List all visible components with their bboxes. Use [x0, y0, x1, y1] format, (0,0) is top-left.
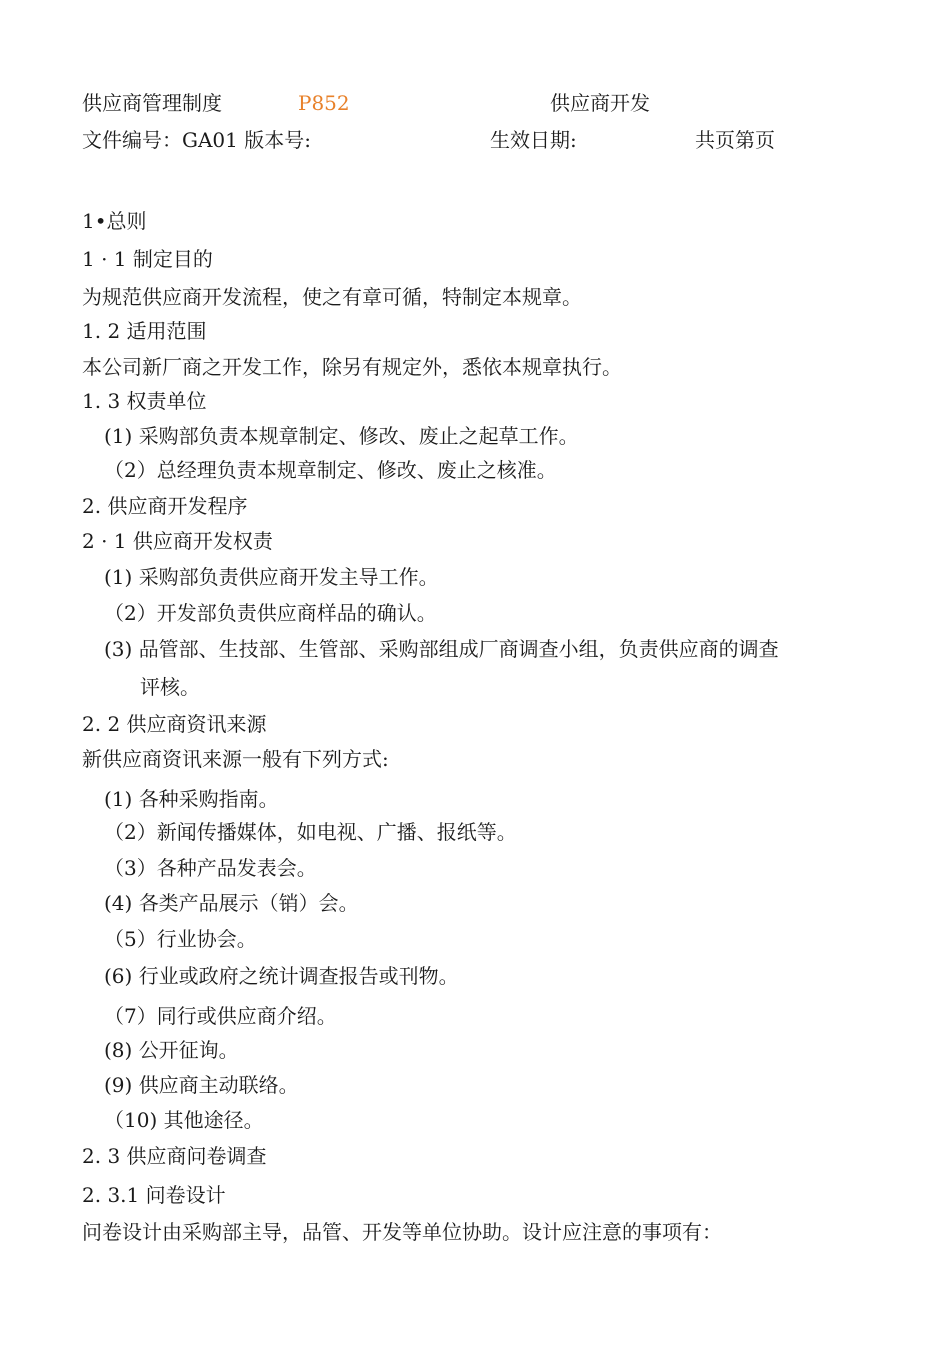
list-item: （2）总经理负责本规章制定、修改、废止之核准。 [104, 458, 557, 482]
list-item: （10) 其他途径。 [104, 1108, 264, 1132]
document-title: 供应商管理制度 [82, 91, 222, 115]
list-item: (6) 行业或政府之统计调查报告或刊物。 [104, 964, 459, 988]
list-item: （5）行业协会。 [104, 927, 257, 951]
paragraph-purpose: 为规范供应商开发流程，使之有章可循，特制定本规章。 [82, 285, 582, 309]
heading-responsibility: 1. 3 权责单位 [82, 389, 207, 413]
list-item: （2）开发部负责供应商样品的确认。 [104, 601, 437, 625]
heading-questionnaire: 2. 3 供应商问卷调查 [82, 1144, 267, 1168]
paragraph-questionnaire-design: 问卷设计由采购部主导，品管、开发等单位协助。设计应注意的事项有： [82, 1220, 722, 1244]
list-item: (8) 公开征询。 [104, 1038, 239, 1062]
list-item: (4) 各类产品展示（销）会。 [104, 891, 359, 915]
list-item: (3) 品管部、生技部、生管部、采购部组成厂商调查小组，负责供应商的调查 [104, 637, 779, 661]
paragraph-information-sources: 新供应商资讯来源一般有下列方式: [82, 747, 389, 771]
heading-scope: 1. 2 适用范围 [82, 319, 207, 343]
list-item: （2）新闻传播媒体，如电视、广播、报纸等。 [104, 820, 517, 844]
heading-development-procedure: 2. 供应商开发程序 [82, 494, 248, 518]
heading-purpose: 1 · 1 制定目的 [82, 247, 213, 271]
heading-questionnaire-design: 2. 3.1 问卷设计 [82, 1183, 226, 1207]
effective-date-label: 生效日期: [490, 128, 577, 152]
heading-information-sources: 2. 2 供应商资讯来源 [82, 712, 267, 736]
list-item: (1) 采购部负责供应商开发主导工作。 [104, 565, 439, 589]
list-item: （7）同行或供应商介绍。 [104, 1004, 337, 1028]
list-item: (1) 采购部负责本规章制定、修改、废止之起草工作。 [104, 424, 579, 448]
list-item: (1) 各种采购指南。 [104, 787, 279, 811]
list-item: (9) 供应商主动联络。 [104, 1073, 299, 1097]
heading-development-authority: 2 · 1 供应商开发权责 [82, 529, 273, 553]
doc-number-label: 文件编号：GA01 版本号: [82, 128, 311, 152]
paragraph-scope: 本公司新厂商之开发工作，除另有规定外，悉依本规章执行。 [82, 355, 622, 379]
section-title: 供应商开发 [550, 91, 650, 115]
page-count-label: 共页第页 [695, 128, 775, 152]
heading-general: 1•总则 [82, 209, 147, 233]
list-item: （3）各种产品发表会。 [104, 856, 317, 880]
document-code: P852 [298, 91, 350, 115]
list-item-continuation: 评核。 [140, 675, 200, 699]
